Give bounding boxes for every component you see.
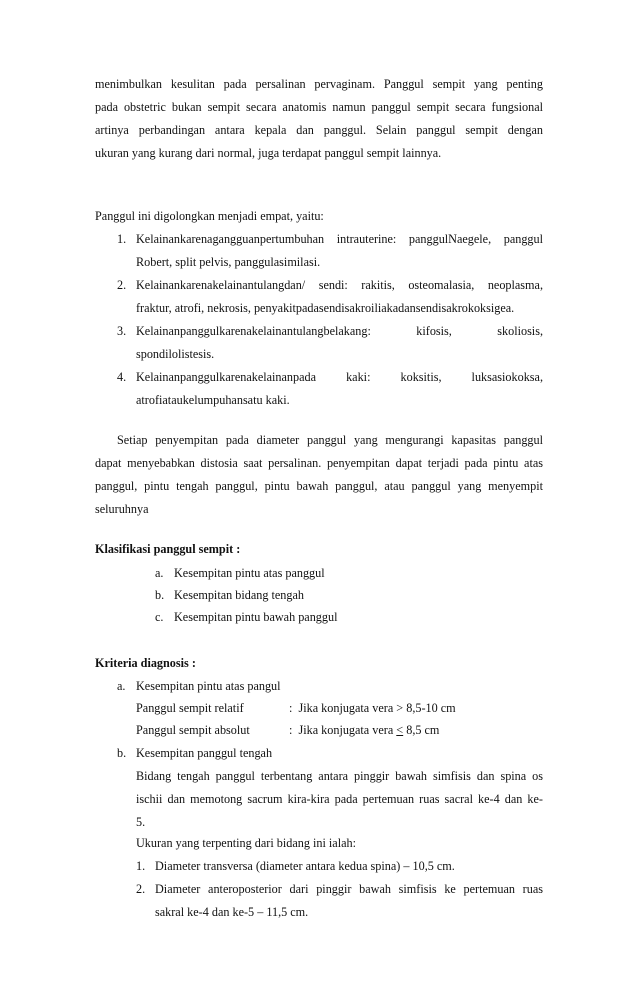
relatif-value-post: 8,5-10 cm [403, 701, 456, 715]
klasifikasi-letter-c: c. [155, 610, 164, 624]
relatif-label: Panggul sempit relatif [136, 701, 244, 715]
kriteria-b-list-2-number: 2. [136, 882, 146, 896]
group-4-line-2: atrofiataukelumpuhansatu kaki. [136, 393, 290, 407]
group-2-line-1: Kelainankarenakelainantulangdan/ sendi: rakitis, osteomalasia, neoplasma, [136, 278, 543, 292]
group-1-line-1: Kelainankarenagangguanpertumbuhan intrauterine: panggulNaegele, panggul [136, 232, 543, 246]
kriteria-letter-a: a. [117, 679, 126, 693]
group-1-line-2: Robert, split pelvis, panggulasimilasi. [136, 255, 321, 269]
klasifikasi-item-b: Kesempitan bidang tengah [174, 588, 304, 602]
paragraph-1-line-2: pada obstetric bukan sempit secara anatomis namun panggul sempit secara fungsional [95, 100, 543, 114]
group-2-number: 2. [117, 278, 127, 292]
kriteria-b-list-1-number: 1. [136, 859, 146, 873]
paragraph-2-line-3: panggul, pintu tengah panggul, pintu bawah panggul, atau panggul yang menyempit [95, 479, 543, 493]
group-1-number: 1. [117, 232, 127, 246]
kriteria-b-para-line-1: Bidang tengah panggul terbentang antara pinggir bawah simfisis dan spina os [136, 769, 543, 783]
group-4-number: 4. [117, 370, 127, 384]
paragraph-1-line-4: ukuran yang kurang dari normal, juga terdapat panggul sempit lainnya. [95, 146, 442, 160]
kriteria-b-list-2-line-2: sakral ke-4 dan ke-5 – 11,5 cm. [155, 905, 309, 919]
paragraph-1-line-1: menimbulkan kesulitan pada persalinan pervaginam. Panggul sempit yang penting [95, 77, 543, 91]
absolut-symbol: < [396, 723, 404, 737]
kriteria-letter-b: b. [117, 746, 127, 760]
kriteria-b-list-1-text: Diameter transversa (diameter antara kedua spina) – 10,5 cm. [155, 859, 455, 873]
group-3-line-1: Kelainanpanggulkarenakelainantulangbelakang: kifosis, skoliosis, [136, 324, 543, 338]
klasifikasi-heading: Klasifikasi panggul sempit : [95, 542, 241, 556]
kriteria-heading: Kriteria diagnosis : [95, 656, 196, 670]
paragraph-2-line-2: dapat menyebabkan distosia saat persalinan. penyempitan dapat terjadi pada pintu atas [95, 456, 543, 470]
group-3-line-2: spondilolistesis. [136, 347, 215, 361]
kriteria-b-para-line-3: 5. [136, 815, 146, 829]
absolut-label: Panggul sempit absolut [136, 723, 250, 737]
kriteria-b-list-2-line-1: Diameter anteroposterior dari pinggir bawah simfisis ke pertemuan ruas [155, 882, 543, 896]
kriteria-b-para-line-2: ischii dan memotong sacrum kira-kira pada pertemuan ruas sacral ke-4 dan ke- [136, 792, 543, 806]
intro-text: Panggul ini digolongkan menjadi empat, yaitu: [95, 209, 324, 223]
group-4-line-1: Kelainanpanggulkarenakelainanpada kaki: koksitis, luksasiokoksa, [136, 370, 543, 384]
paragraph-1-line-3: artinya perbandingan antara kepala dan panggul. Selain panggul sempit dengan [95, 123, 543, 137]
absolut-value-post: 8,5 cm [403, 723, 440, 737]
absolut-value [289, 721, 439, 739]
paragraph-2-line-4: seluruhnya [95, 502, 149, 516]
kriteria-a-title: Kesempitan pintu atas pangul [136, 679, 281, 693]
absolut-value-pre: : Jika konjugata vera [289, 723, 397, 737]
klasifikasi-item-c: Kesempitan pintu bawah panggul [174, 610, 338, 624]
group-3-number: 3. [117, 324, 127, 338]
relatif-value-pre: : Jika konjugata vera [289, 701, 397, 715]
klasifikasi-item-a: Kesempitan pintu atas panggul [174, 566, 325, 580]
paragraph-2-line-1: Setiap penyempitan pada diameter panggul yang mengurangi kapasitas panggul [117, 433, 543, 447]
relatif-value [289, 699, 456, 717]
relatif-symbol: > [396, 701, 404, 715]
klasifikasi-letter-b: b. [155, 588, 165, 602]
klasifikasi-letter-a: a. [155, 566, 164, 580]
kriteria-b-ukuran: Ukuran yang terpenting dari bidang ini ialah: [136, 836, 356, 850]
group-2-line-2: fraktur, atrofi, nekrosis, penyakitpadasendisakroiliakadansendisakrokoksigea. [136, 301, 515, 315]
kriteria-b-title: Kesempitan panggul tengah [136, 746, 273, 760]
